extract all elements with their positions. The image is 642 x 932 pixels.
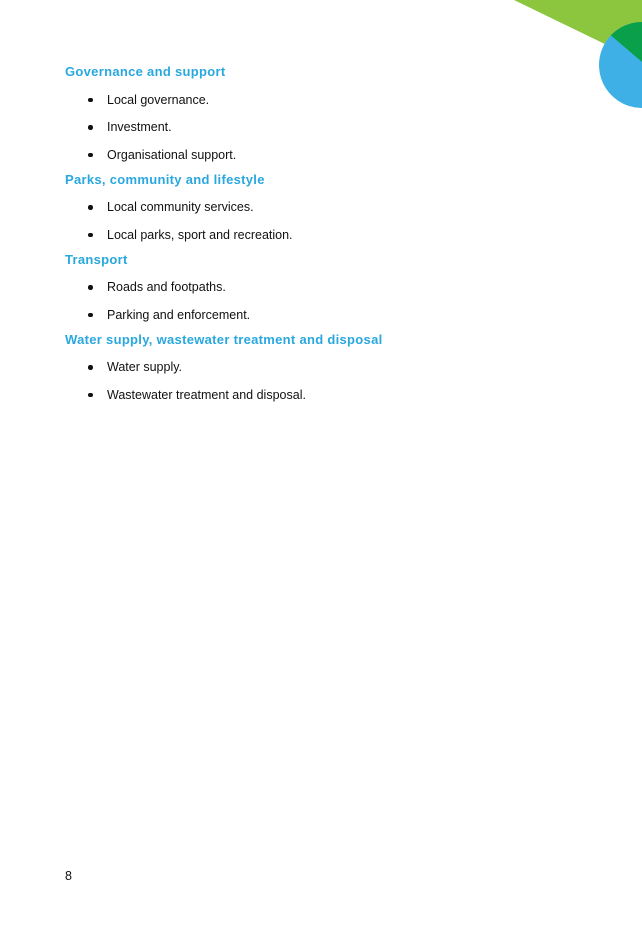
section-heading: Governance and support: [65, 64, 226, 79]
section-heading: Transport: [65, 251, 128, 267]
section-parks: [65, 172, 605, 243]
bullet-list: [65, 279, 605, 323]
page-number: 8: [65, 869, 72, 883]
list-item: Local community services.: [65, 199, 605, 215]
list-item: Wastewater treatment and disposal.: [65, 387, 605, 403]
list-item: Roads and footpaths.: [65, 279, 605, 295]
section-water: [65, 332, 605, 403]
section-heading: Water supply, wastewater treatment and disposal: [65, 331, 383, 347]
bullet-list: [65, 199, 605, 243]
list-item: Investment.: [65, 119, 605, 135]
list-item: Local parks, sport and recreation.: [65, 227, 605, 243]
bullet-list: [65, 359, 605, 403]
list-item: Local governance.: [65, 92, 605, 108]
section-governance: [65, 64, 605, 163]
list-item: Organisational support.: [65, 147, 605, 163]
bullet-list: [65, 92, 605, 163]
list-item: Water supply.: [65, 359, 605, 375]
list-item: Parking and enforcement.: [65, 307, 605, 323]
document-body: [65, 64, 605, 412]
section-heading: Parks, community and lifestyle: [65, 171, 265, 187]
section-transport: [65, 252, 605, 323]
